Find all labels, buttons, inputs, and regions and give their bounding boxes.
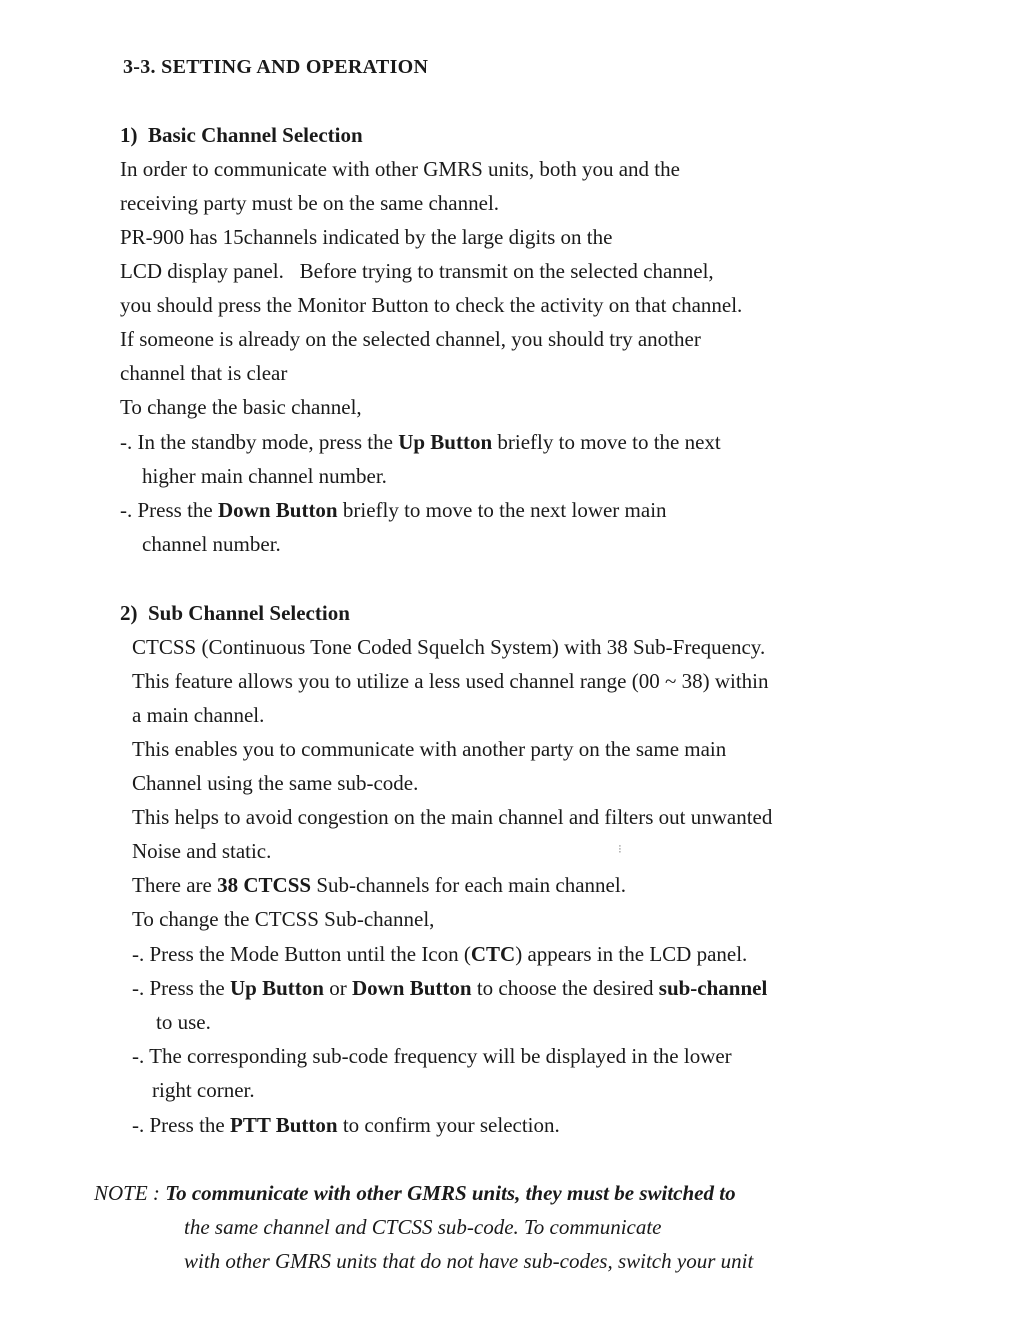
note-label: NOTE : [94, 1181, 166, 1205]
section-1-paragraph-line: channel that is clear [120, 361, 288, 385]
section-2-paragraph-line: CTCSS (Continuous Tone Coded Squelch System) with 38 Sub-Frequency. [132, 635, 766, 659]
section-1-paragraph-line: LCD display panel. Before trying to transmit on the selected channel, [120, 259, 714, 283]
section-2-step-updown: -. Press the Up Button or Down Button to choose the desired sub-channel [132, 976, 768, 1000]
section-2-paragraph-line: This helps to avoid congestion on the main channel and filters out unwanted [132, 805, 773, 829]
section-1-paragraph-line: you should press the Monitor Button to check the activity on that channel. [120, 293, 743, 317]
section-2-step-frequency-cont: right corner. [152, 1078, 255, 1102]
note-line-2: the same channel and CTCSS sub-code. To communicate [184, 1215, 662, 1239]
section-1-heading: 1) Basic Channel Selection [120, 123, 363, 147]
scan-speck: ⁝ [618, 842, 622, 856]
section-1-paragraph-line: If someone is already on the selected channel, you should try another [120, 327, 701, 351]
section-2-count-line: There are 38 CTCSS Sub-channels for each main channel. [132, 873, 626, 897]
section-1-step-up: -. In the standby mode, press the Up Button briefly to move to the next [120, 430, 721, 454]
section-2-paragraph-line: Channel using the same sub-code. [132, 771, 419, 795]
section-2-step-ptt: -. Press the PTT Button to confirm your selection. [132, 1113, 560, 1137]
section-1-paragraph-line: receiving party must be on the same channel. [120, 191, 500, 215]
section-2-step-mode: -. Press the Mode Button until the Icon (CTC) appears in the LCD panel. [132, 942, 748, 966]
section-1-step-down-cont: channel number. [142, 532, 281, 556]
note-line-1: NOTE : To communicate with other GMRS units, they must be switched to [94, 1181, 736, 1205]
section-2-heading: 2) Sub Channel Selection [120, 601, 350, 625]
section-2-paragraph-line: This feature allows you to utilize a less used channel range (00 ~ 38) within [132, 669, 769, 693]
section-1-paragraph-line: In order to communicate with other GMRS units, both you and the [120, 157, 680, 181]
section-2-step-updown-cont: to use. [156, 1010, 211, 1034]
section-2-step-frequency: -. The corresponding sub-code frequency will be displayed in the lower [132, 1044, 732, 1068]
section-2-paragraph-line: a main channel. [132, 703, 265, 727]
section-1-step-down: -. Press the Down Button briefly to move to the next lower main [120, 498, 667, 522]
section-1-paragraph-line: PR-900 has 15channels indicated by the large digits on the [120, 225, 613, 249]
note-line-3: with other GMRS units that do not have sub-codes, switch your unit [184, 1249, 754, 1273]
section-2-paragraph-line: Noise and static. [132, 839, 272, 863]
section-2-intro: To change the CTCSS Sub-channel, [132, 907, 435, 931]
section-1-paragraph-line: To change the basic channel, [120, 395, 362, 419]
section-1-step-up-cont: higher main channel number. [142, 464, 387, 488]
page-title: 3-3. SETTING AND OPERATION [123, 56, 429, 78]
section-2-paragraph-line: This enables you to communicate with another party on the same main [132, 737, 727, 761]
